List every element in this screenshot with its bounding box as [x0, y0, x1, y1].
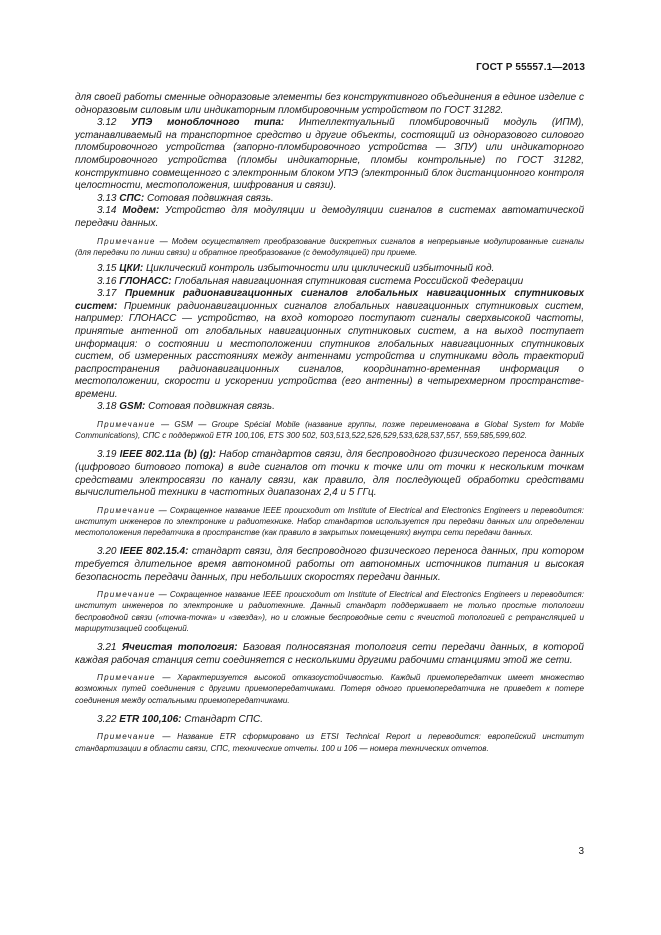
clause-term: СПС:: [119, 192, 145, 204]
note-label: Примечание: [97, 732, 156, 742]
clause-text: Сотовая подвижная связь.: [145, 401, 275, 413]
clause-3-19: [75, 449, 584, 499]
clause-number: 3.20: [97, 546, 120, 558]
clause-number: 3.12: [97, 117, 132, 129]
clause-text: Стандарт СПС.: [181, 713, 264, 725]
clause-3-18: [75, 401, 584, 414]
clause-term: ETR 100,106:: [119, 713, 182, 725]
clause-term: Модем:: [122, 205, 160, 217]
note-text: — Модем осуществляет преобразование дискретных сигналов в непрерывные модулированные сигналы (для передачи по линии связи) и обратное преобразование (с демодуляцией) при приеме.: [75, 236, 584, 257]
page-number: 3: [578, 846, 584, 857]
note-label: Примечание: [97, 505, 156, 515]
clause-text: Устройство для модуляции и демодуляции сигналов в системах автоматической передачи данных.: [75, 205, 585, 229]
clause-text: Базовая полносвязная топология сети передачи данных, в которой каждая рабочая станция сети соединяется с несколькими другими рабочими станциями этой же сети.: [75, 642, 584, 666]
clause-number: 3.21: [97, 642, 122, 654]
clause-number: 3.19: [97, 449, 120, 461]
note-label: Примечание: [97, 673, 156, 683]
note-label: Примечание: [97, 590, 156, 600]
clause-term: IEEE 802.15.4:: [119, 546, 189, 558]
clause-3-22: [75, 714, 584, 727]
note-label: Примечание: [97, 420, 156, 430]
note-3-14: [75, 236, 584, 258]
clause-term: ЦКИ:: [119, 262, 144, 274]
clause-text: Набор стандартов связи, для беспроводного физического переноса данных (цифрового битового потока) в виде сигналов от точки к точке или от точки к нескольким точкам средствами электросвязи по каналу связи, как правило, для последующей обработки средствами вычислительной техники в частотных диапазонах 2,4 и 5 ГГц.: [75, 449, 584, 499]
clause-text: Интеллектуальный пломбировочный модуль (ИПМ), устанавливаемый на транспортное средство и другие объекты, состоящий из одноразового силового пломбировочного устройства (запорно-пломбировочного устройства — ЗПУ) или индикаторного пломбировочного устройства (пломбы индикаторные, пломбы контрольные) по ГОСТ 31282, конструктивно совмещенного с электронным блоком УПЭ (электронный блок дистанционного контроля целостности, местоположения, шифрования и связи).: [75, 117, 585, 192]
clause-term: ГЛОНАСС:: [119, 275, 172, 287]
note-3-18: [75, 419, 584, 441]
note-3-21: [75, 672, 584, 706]
clause-term: Приемник радионавигационных сигналов глобальных навигационных спутниковых систем:: [75, 288, 585, 312]
clause-text: Приемник радионавигационных сигналов глобальных навигационных спутниковых систем, например: ГЛОНАСС — устройство, на вход которого поступают сигналы сверхвысокой частоты, принятые антенной от глобальных навигационных спутниковых систем, а на выход поступает информация: о состоянии и местоположении спутников глобальных навигационных спутниковых систем, об измеренных расстояниях между антеннами устройства и спутниками вдоль траекторий распространения радионавигационных сигналов, координатно-временная информация о местоположении, скорости и ускорении устройства (его антенны) в четырехмерном пространстве-времени.: [75, 300, 584, 400]
clause-text: Глобальная навигационная спутниковая система Российской Федерации: [171, 275, 524, 287]
clause-number: 3.16: [97, 275, 120, 287]
note-3-22: [75, 731, 584, 753]
clause-term: IEEE 802.11a (b) (g):: [119, 449, 216, 461]
clause-number: 3.14: [97, 205, 123, 217]
clause-3-17: [75, 288, 584, 401]
note-3-19: [75, 505, 584, 539]
clause-term: УПЭ моноблочного типа:: [131, 117, 285, 129]
clause-3-15: [75, 263, 584, 276]
clause-term: GSM:: [119, 401, 146, 413]
note-text: — Сокращенное название IEEE происходит от Institute of Electrical and Electronics Engineers и переводится: институт инженеров по электронике и радиотехнике. Данный стандарт поддерживает не только простые топологии беспроводной связи («точка-точка» и «звезда»), но и сложные беспроводные сети с ячеистой топологией с ретрансляцией и маршрутизацией сообщений.: [75, 590, 584, 633]
note-text: — Характеризуется высокой отказоустойчивостью. Каждый приемопередатчик имеет множество возможных путей соединения с другими приемопередатчиками. Потеря одного приемопередатчика не приведет к потере соединения между остальными приемопередатчиками.: [75, 673, 584, 705]
clause-3-20: [75, 546, 584, 584]
document-code: ГОСТ Р 55557.1—2013: [476, 62, 585, 73]
clause-number: 3.15: [97, 262, 120, 274]
clause-number: 3.13: [97, 192, 120, 204]
note-3-20: [75, 589, 584, 634]
clause-3-16: [75, 276, 584, 289]
note-text: — GSM — Groupe Spécial Mobile (название группы, позже переименована в Global System for Mobile Communications), СПС с поддержкой ETR 100,106, ETS 300 502, 503,513,522,526,529,533,628,537,557, 559,585,599,602.: [75, 420, 584, 441]
clause-number: 3.17: [97, 288, 125, 300]
clause-term: Ячеистая топология:: [121, 642, 238, 654]
paragraph-continuation: для своей работы сменные одноразовые элементы без конструктивного объединения в единое изделие с одноразовым силовым или индикаторным пломбировочным устройством по ГОСТ 31282.: [75, 92, 584, 116]
clause-text: стандарт связи, для беспроводного физического переноса данных, при котором требуется длительное время автономной работы от автономных источников питания и высокая безопасность передачи данных, при небольших скоростях передачи данных.: [75, 546, 584, 583]
note-text: — Сокращенное название IEEE происходит от Institute of Electrical and Electronics Engineers и переводится: институт инженеров по электронике и радиотехнике. Набор стандартов используется при передачи данных или определении местоположения передатчика в пространстве (как правило в закрытых помещениях) внутри сети передачи данных.: [75, 505, 584, 538]
clause-text: Сотовая подвижная связь.: [144, 192, 274, 204]
note-label: Примечание: [97, 236, 156, 246]
clause-3-14: [75, 205, 584, 230]
page-body: [75, 92, 584, 754]
clause-text: Циклический контроль избыточности или циклический избыточный код.: [143, 262, 495, 274]
clause-3-13: [75, 193, 584, 206]
clause-number: 3.22: [97, 713, 120, 725]
clause-number: 3.18: [97, 401, 120, 413]
note-text: — Название ETR сформировано из ETSI Technical Report и переводится: европейский институт стандартизации в области связи, СПС, технические отчеты. 100 и 106 — номера технических отчетов.: [75, 732, 584, 753]
clause-3-21: [75, 642, 584, 667]
clause-3-12: [75, 117, 584, 193]
